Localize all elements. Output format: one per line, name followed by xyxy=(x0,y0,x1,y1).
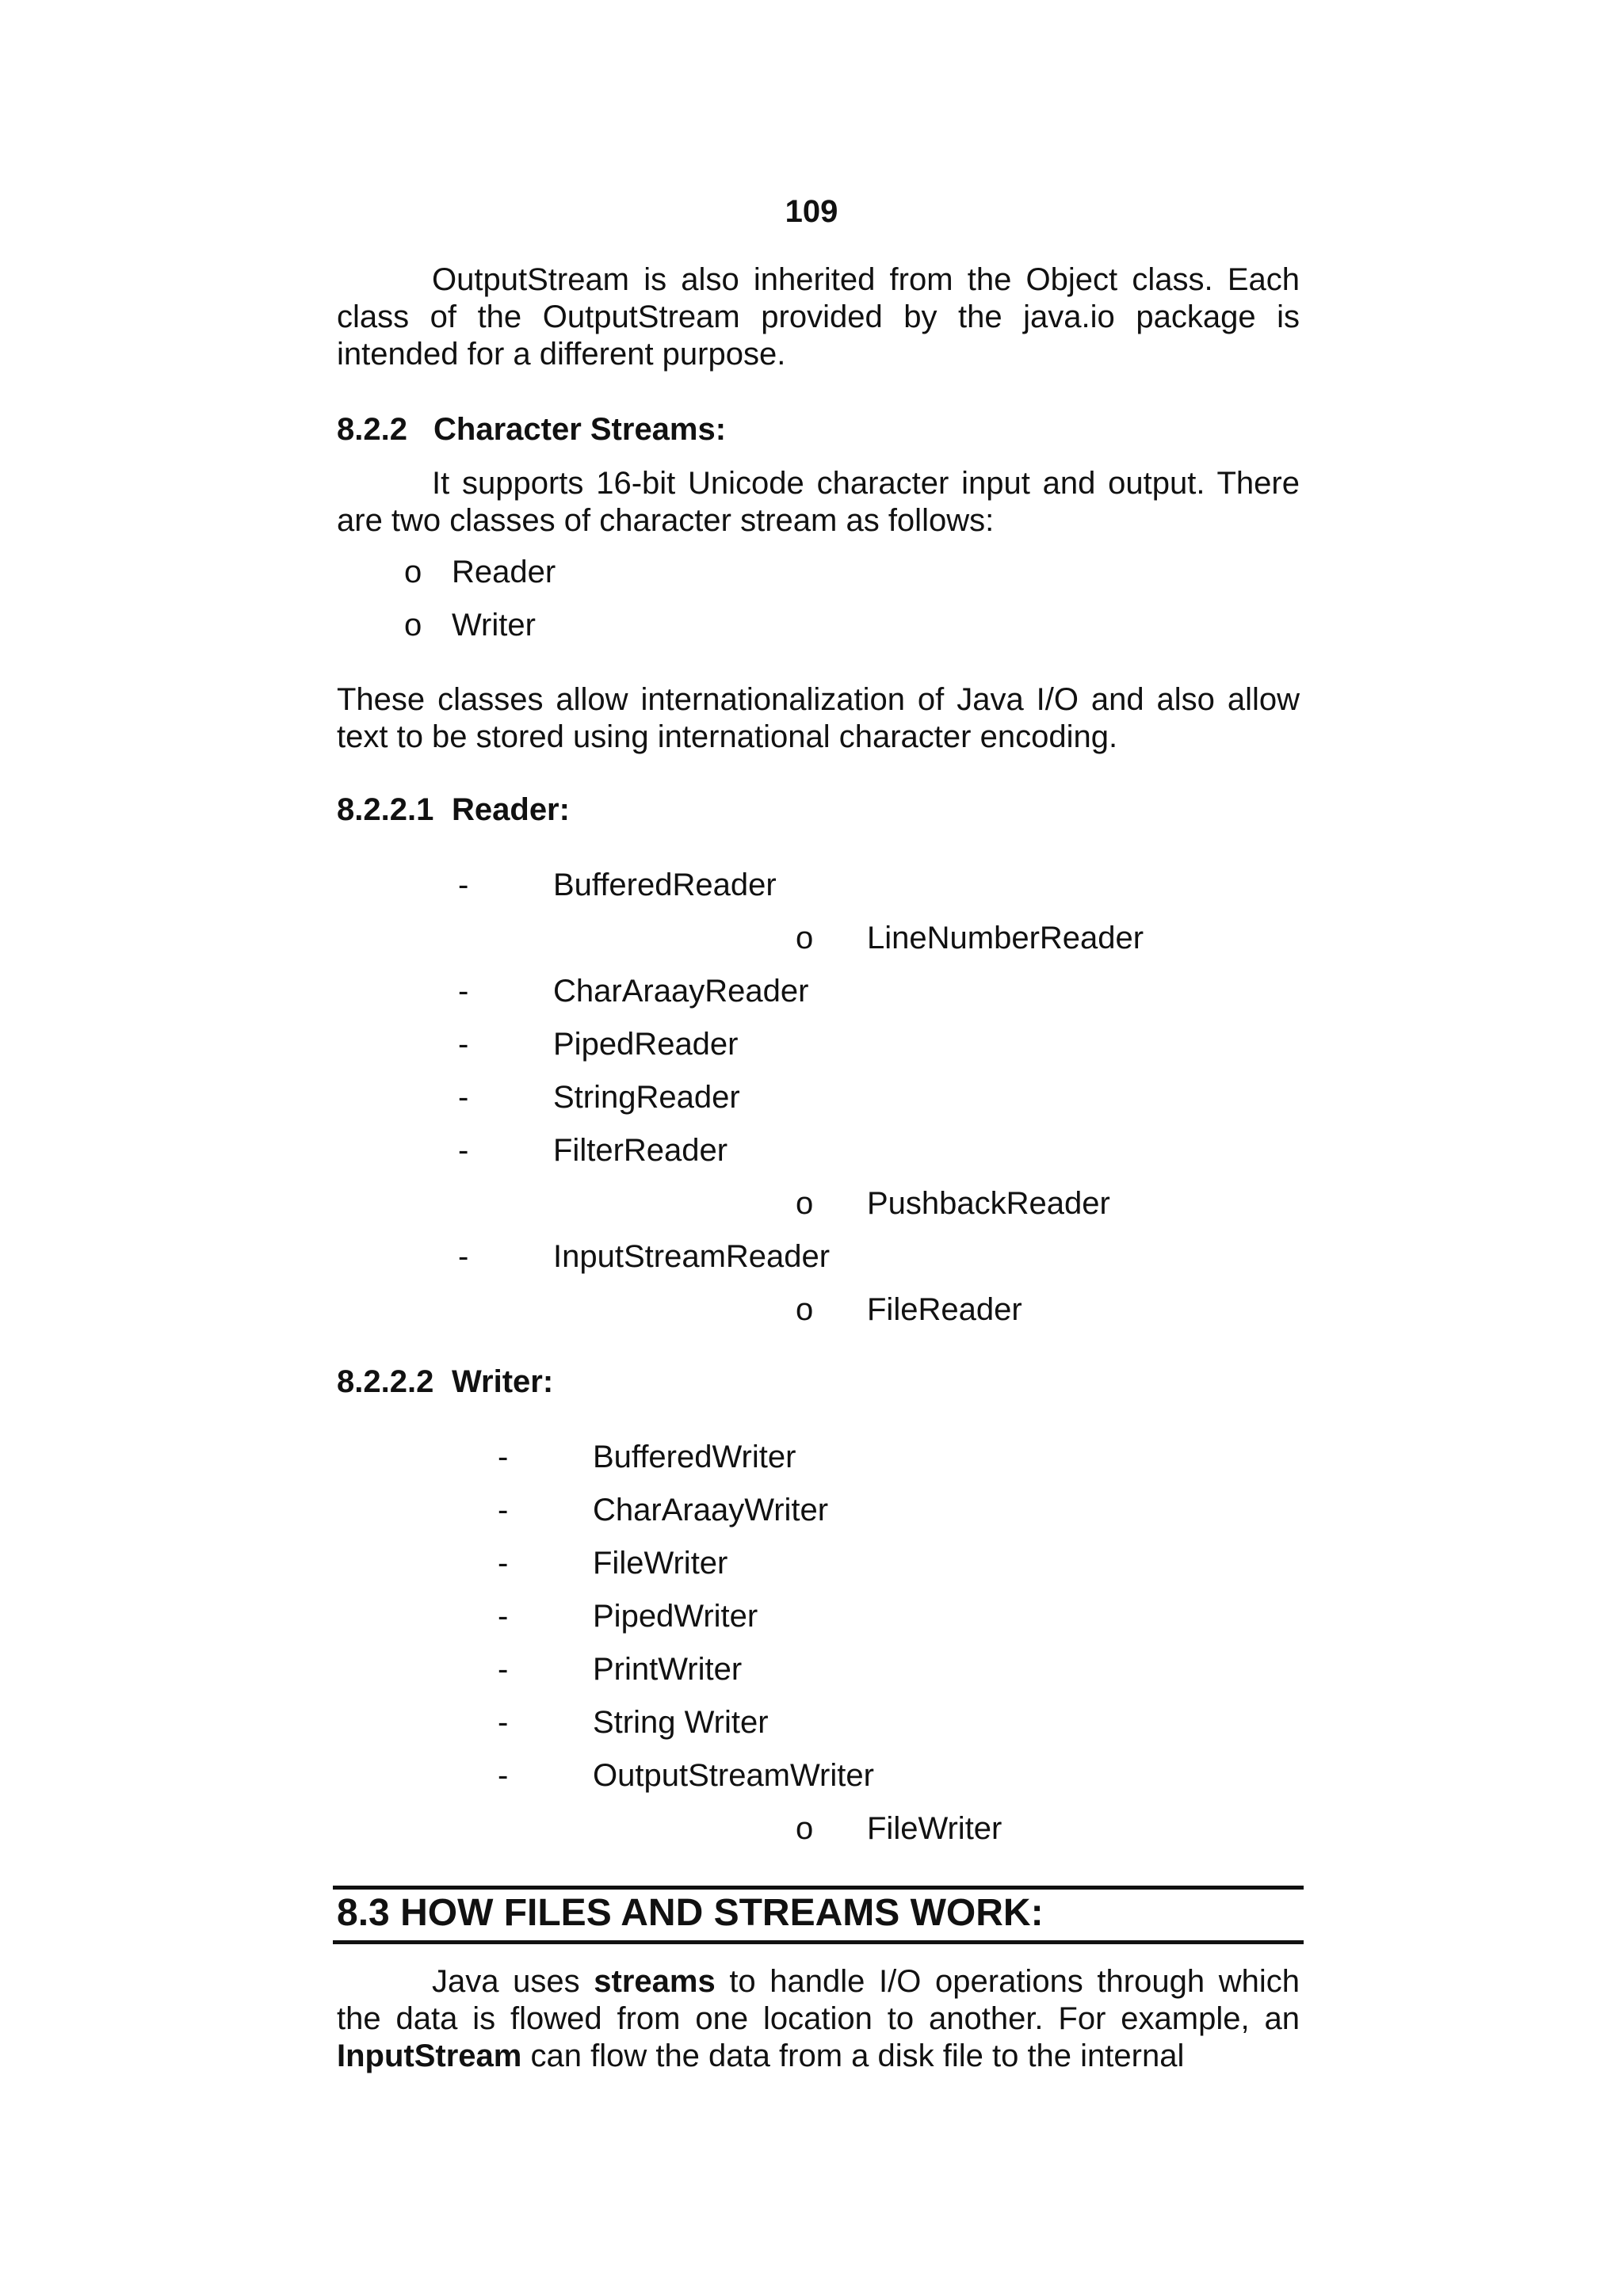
list-item-label: String Writer xyxy=(593,1705,769,1740)
list-item-label: FileWriter xyxy=(593,1546,728,1581)
list-item-label: InputStreamReader xyxy=(553,1239,831,1274)
bullet-circle-icon: o xyxy=(796,921,814,955)
list-item-label: BufferedWriter xyxy=(593,1440,796,1474)
list-item-label: PipedWriter xyxy=(593,1599,758,1634)
list-item-label: Writer xyxy=(452,608,536,643)
dash-marker: - xyxy=(498,1493,509,1527)
section-title: Reader: xyxy=(452,792,570,827)
list-item-label: OutputStreamWriter xyxy=(593,1758,874,1793)
dash-marker: - xyxy=(498,1599,509,1634)
dash-marker: - xyxy=(458,868,469,902)
list-item-label: CharAraayReader xyxy=(553,974,809,1009)
dash-marker: - xyxy=(498,1705,509,1740)
section-heading-8-2-2-2 xyxy=(337,1364,553,1400)
section-title: Writer: xyxy=(452,1364,554,1399)
section-number: 8.2.2 xyxy=(337,412,407,447)
bullet-circle-icon: o xyxy=(404,555,422,589)
bold-term: streams xyxy=(594,1964,716,1999)
list-item-label: FileReader xyxy=(867,1292,1022,1327)
list-item-label: StringReader xyxy=(553,1080,740,1115)
list-item-label: Reader xyxy=(452,555,556,589)
section-title: Character Streams: xyxy=(433,412,727,447)
list-item-label: PushbackReader xyxy=(867,1186,1110,1221)
list-item-label: LineNumberReader xyxy=(867,921,1144,955)
dash-marker: - xyxy=(458,1080,469,1115)
bullet-circle-icon: o xyxy=(796,1811,814,1846)
section-heading-8-2-2-1 xyxy=(337,792,570,828)
list-item-label: PipedReader xyxy=(553,1027,739,1062)
heading-rule-top xyxy=(333,1886,1304,1890)
dash-marker: - xyxy=(458,1027,469,1062)
text-run: to handle I/O operations through which the data is flowed from one location to another. For example, an xyxy=(337,1964,1300,2036)
list-item-label: BufferedReader xyxy=(553,868,777,902)
list-item-label: PrintWriter xyxy=(593,1652,743,1687)
page-number: 109 xyxy=(785,194,838,229)
bold-term: InputStream xyxy=(337,2039,522,2073)
text-run: can flow the data from a disk file to the internal xyxy=(521,2039,1185,2073)
heading-rule-bottom xyxy=(333,1940,1304,1944)
list-item-label: CharAraayWriter xyxy=(593,1493,829,1527)
text-run: Java uses xyxy=(432,1964,594,1999)
dash-marker: - xyxy=(458,974,469,1009)
bullet-circle-icon: o xyxy=(796,1186,814,1221)
character-streams-paragraph: It supports 16-bit Unicode character input and output. There are two classes of character stream as follows: xyxy=(337,466,1300,538)
list-item-label: FileWriter xyxy=(867,1811,1002,1846)
section-heading-8-3: 8.3 HOW FILES AND STREAMS WORK: xyxy=(337,1892,1044,1934)
section-number: 8.2.2.2 xyxy=(337,1364,434,1399)
dash-marker: - xyxy=(498,1758,509,1793)
section-number: 8.2.2.1 xyxy=(337,792,434,827)
internationalization-paragraph: These classes allow internationalization of Java I/O and also allow text to be stored using international character encoding. xyxy=(337,682,1300,754)
dash-marker: - xyxy=(498,1440,509,1474)
dash-marker: - xyxy=(458,1239,469,1274)
dash-marker: - xyxy=(498,1546,509,1581)
dash-marker: - xyxy=(498,1652,509,1687)
bullet-circle-icon: o xyxy=(796,1292,814,1327)
section-heading-8-2-2 xyxy=(337,412,726,448)
streams-paragraph xyxy=(337,1963,1300,2075)
bullet-circle-icon: o xyxy=(404,608,422,643)
list-item-label: FilterReader xyxy=(553,1133,728,1168)
intro-paragraph: OutputStream is also inherited from the Object class. Each class of the OutputStream provided by the java.io package is intended for a different purpose. xyxy=(337,262,1300,372)
dash-marker: - xyxy=(458,1133,469,1168)
